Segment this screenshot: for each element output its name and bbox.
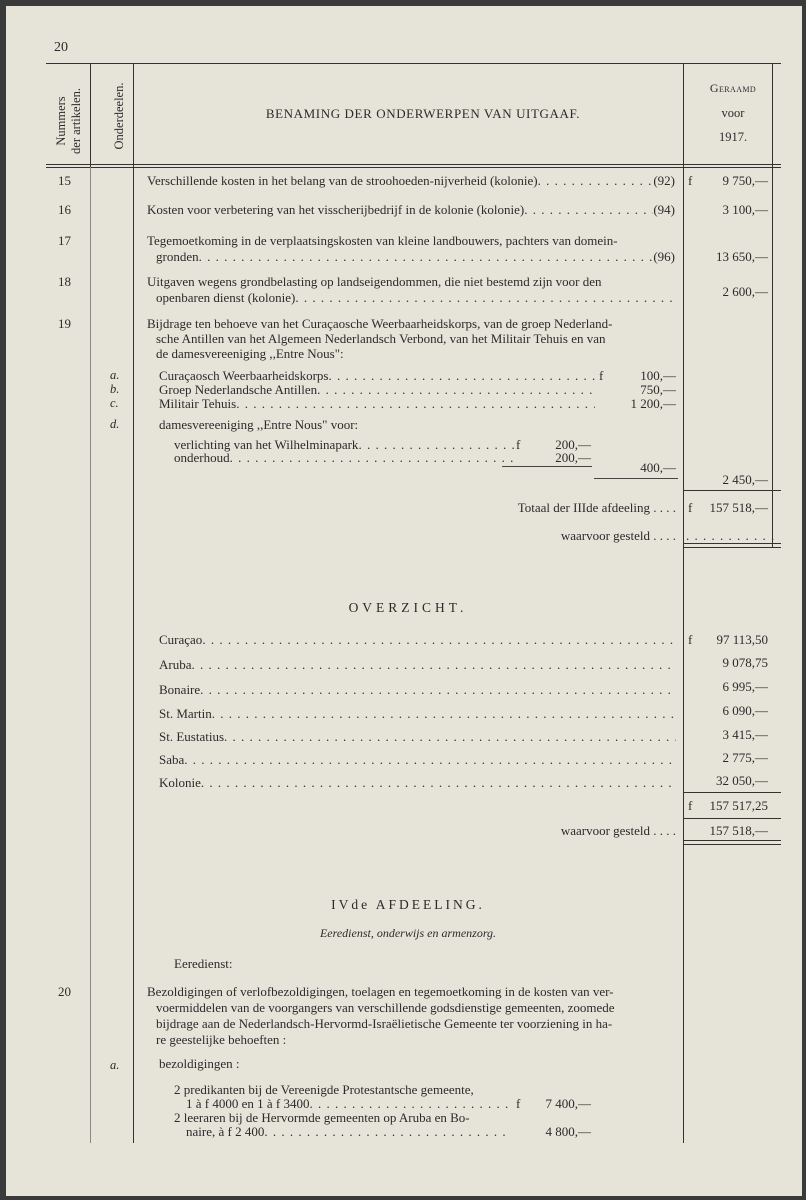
item-17-ref: (96) <box>653 249 675 264</box>
sub-d2-row <box>174 450 514 466</box>
sum-rule <box>683 792 781 793</box>
item-15-ref: (92) <box>653 173 675 188</box>
totaal-amount: 157 518,— <box>709 500 768 515</box>
dot-leader <box>200 682 676 698</box>
leeraren-amount: 4 800,— <box>545 1124 591 1139</box>
item-15-label: Verschillende kosten in het belang van de stroohoeden-nijverheid (kolonie) <box>147 173 538 188</box>
sub-b-label: Groep Nederlandsche Antillen <box>159 382 318 397</box>
dot-leader <box>212 706 676 722</box>
header-onderdeelen: Onderdeelen. <box>112 82 126 150</box>
col-divider-3 <box>683 63 684 1143</box>
sub-d2-label: onderhoud <box>174 450 230 465</box>
amount-item-19: 2 450,— <box>722 472 768 487</box>
document-page <box>6 6 802 1196</box>
overzicht-amount-saba: 2 775,— <box>722 750 768 765</box>
total-rule <box>683 490 781 491</box>
sub-letter-b: b. <box>110 382 120 396</box>
header-bottom-rule-2 <box>46 167 781 168</box>
sub-c-amount: 1 200,— <box>630 396 676 411</box>
overzicht-amount-st-eustatius: 3 415,— <box>722 727 768 742</box>
article-number-15: 15 <box>58 173 71 188</box>
header-nummers <box>54 60 84 182</box>
dot-leader <box>264 1124 511 1140</box>
col-divider-1 <box>90 63 91 167</box>
header-year: 1917. <box>718 130 748 144</box>
sub-a-label: Curaçaosch Weerbaarheidskorps <box>159 368 329 383</box>
item-20-line3: bijdrage aan de Nederlandsch-Hervormd-Israëlietische Gemeente ter voorziening in ha- <box>156 1016 613 1031</box>
overzicht-row-st-martin <box>159 706 676 722</box>
overzicht-sum: 157 517,25 <box>709 798 768 813</box>
dot-leader <box>230 450 514 466</box>
waarvoor-label-1: waarvoor gesteld . . . . <box>560 528 676 543</box>
section-eeredienst: Eeredienst: <box>174 956 233 971</box>
overzicht-row-kolonie <box>159 775 676 791</box>
amount-item-16: 3 100,— <box>722 202 768 217</box>
item-17-line2 <box>156 249 675 265</box>
sub-d2-amount: 200,— <box>555 450 591 465</box>
article-number-18: 18 <box>58 274 71 289</box>
sub-letter-d: d. <box>110 417 120 431</box>
leeraren-line2 <box>186 1124 511 1140</box>
item-18-label: openbaren dienst (kolonie) <box>156 290 296 305</box>
overzicht-row-aruba <box>159 657 676 673</box>
header-voor: voor <box>721 106 745 120</box>
header-title: BENAMING DER ONDERWERPEN VAN UITGAAF. <box>265 106 581 121</box>
afdeeling-title: IVde AFDEELING. <box>331 897 485 912</box>
leeraren-label: naire, à f 2 400 <box>186 1124 265 1139</box>
item-16-ref: (94) <box>653 202 675 217</box>
leeraren-line1: 2 leeraren bij de Hervormde gemeenten op Aruba en Bo- <box>174 1110 470 1125</box>
dot-leader <box>295 290 675 306</box>
sub-c-label: Militair Tehuis <box>159 396 237 411</box>
article-number-17: 17 <box>58 233 71 248</box>
amount-item-18: 2 600,— <box>722 284 768 299</box>
waarvoor-label-2: waarvoor gesteld . . . . <box>560 823 676 838</box>
item-19-line1: Bijdrage ten behoeve van het Curaçaosche Weerbaarheidskorps, van de groep Nederland- <box>147 316 613 331</box>
sub-letter-a: a. <box>110 368 120 382</box>
overzicht-amount-aruba: 9 078,75 <box>722 655 768 670</box>
sub-d-total: 400,— <box>640 460 676 475</box>
currency-f: f <box>688 798 693 813</box>
amount-item-15: 9 750,— <box>722 173 768 188</box>
waarvoor-text-2: waarvoor gesteld <box>560 823 650 838</box>
dot-leader <box>192 657 677 673</box>
overzicht-label: Curaçao <box>159 632 203 647</box>
overzicht-amount-curacao: 97 113,50 <box>716 632 768 647</box>
item-15-text <box>147 173 675 189</box>
item-16-label: Kosten voor verbetering van het visscherijbedrijf in de kolonie (kolonie) <box>147 202 525 217</box>
sum-rule <box>683 818 781 819</box>
dot-leader <box>538 173 654 189</box>
overzicht-label: Saba <box>159 752 185 767</box>
bezoldigingen-label: bezoldigingen : <box>159 1056 240 1071</box>
predikanten-amount: 7 400,— <box>545 1096 591 1111</box>
sub-d1-amount: 200,— <box>555 437 591 452</box>
item-18-line1: Uitgaven wegens grondbelasting op landseigendommen, die niet bestemd zijn voor den <box>147 274 602 289</box>
overzicht-amount-st-martin: 6 090,— <box>722 703 768 718</box>
currency-f: f <box>599 368 604 383</box>
item-19-line2: sche Antillen van het Algemeen Nederlandsch Verbond, van het Militair Tehuis en van <box>156 331 606 346</box>
predikanten-line1: 2 predikanten bij de Vereenigde Protestantsche gemeente, <box>174 1082 474 1097</box>
overzicht-row-bonaire <box>159 682 676 698</box>
dot-leader <box>524 202 653 218</box>
waarvoor-amount-2: 157 518,— <box>709 823 768 838</box>
dot-leader <box>199 249 654 265</box>
overzicht-row-st-eustatius <box>159 729 676 745</box>
afdeeling-subtitle: Eeredienst, onderwijs en armenzorg. <box>319 926 497 940</box>
article-number-16: 16 <box>58 202 71 217</box>
header-nummers-line2: der artikelen. <box>69 88 83 154</box>
overzicht-amount-bonaire: 6 995,— <box>722 679 768 694</box>
item-19-line3: de damesvereeniging ,,Entre Nous": <box>156 346 344 361</box>
double-rule <box>683 840 781 845</box>
overzicht-label: St. Martin <box>159 706 212 721</box>
overzicht-label: Kolonie <box>159 775 201 790</box>
sub-a-amount: 100,— <box>640 368 676 383</box>
overzicht-row-curacao <box>159 632 676 648</box>
article-number-20: 20 <box>58 984 71 999</box>
totaal-text: Totaal der IIIde afdeeling <box>517 500 650 515</box>
sum-rule <box>502 466 592 467</box>
dot-leader <box>202 632 676 648</box>
overzicht-amount-kolonie: 32 050,— <box>716 773 768 788</box>
currency-f: f <box>516 1096 521 1111</box>
overzicht-label: Aruba <box>159 657 192 672</box>
overzicht-row-saba <box>159 752 676 768</box>
dot-leader <box>236 396 595 412</box>
waarvoor-dots: . . . . . . . . . . . <box>686 528 776 543</box>
double-rule <box>683 543 781 548</box>
col-divider-1b <box>90 167 91 1143</box>
top-rule <box>46 63 781 64</box>
waarvoor-text-1: waarvoor gesteld <box>560 528 650 543</box>
dot-leader <box>201 775 676 791</box>
item-20-line2: voermiddelen van de voorgangers van verschillende godsdienstige gemeenten, zoomede <box>156 1000 615 1015</box>
dot-leader <box>184 752 676 768</box>
dot-leader <box>224 729 676 745</box>
sub-b-amount: 750,— <box>640 382 676 397</box>
currency-f: f <box>688 500 693 515</box>
page-number: 20 <box>54 40 68 55</box>
item-17-label: gronden <box>156 249 199 264</box>
sub-d1-label: verlichting van het Wilhelminapark <box>174 437 359 452</box>
sub-c-row <box>159 396 595 412</box>
currency-f: f <box>516 437 521 452</box>
header-geraamd: Geraamd <box>709 81 757 95</box>
sub-letter-a: a. <box>110 1058 120 1072</box>
predikanten-label: 1 à f 4000 en 1 à f 3400 <box>186 1096 310 1111</box>
currency-f: f <box>688 632 693 647</box>
item-18-line2 <box>156 290 675 306</box>
totaal-label: Totaal der IIIde afdeeling . . . . <box>517 500 676 515</box>
article-number-19: 19 <box>58 316 71 331</box>
item-16-text <box>147 202 675 218</box>
overzicht-label: St. Eustatius <box>159 729 225 744</box>
item-20-line4: re geestelijke behoeften : <box>156 1032 287 1047</box>
sub-letter-c: c. <box>110 396 119 410</box>
item-17-line1: Tegemoetkoming in de verplaatsingskosten van kleine landbouwers, pachters van domein- <box>147 233 618 248</box>
header-bottom-rule <box>46 164 781 165</box>
header-nummers-line1: Nummers <box>54 96 68 146</box>
overzicht-title: OVERZICHT. <box>348 600 468 615</box>
overzicht-label: Bonaire <box>159 682 201 697</box>
amount-item-17: 13 650,— <box>716 249 768 264</box>
sub-d-label: damesvereeniging ,,Entre Nous" voor: <box>159 417 359 432</box>
item-20-line1: Bezoldigingen of verlofbezoldigingen, toelagen en tegemoetkoming in de kosten van ver- <box>147 984 614 999</box>
currency-f: f <box>688 173 693 188</box>
